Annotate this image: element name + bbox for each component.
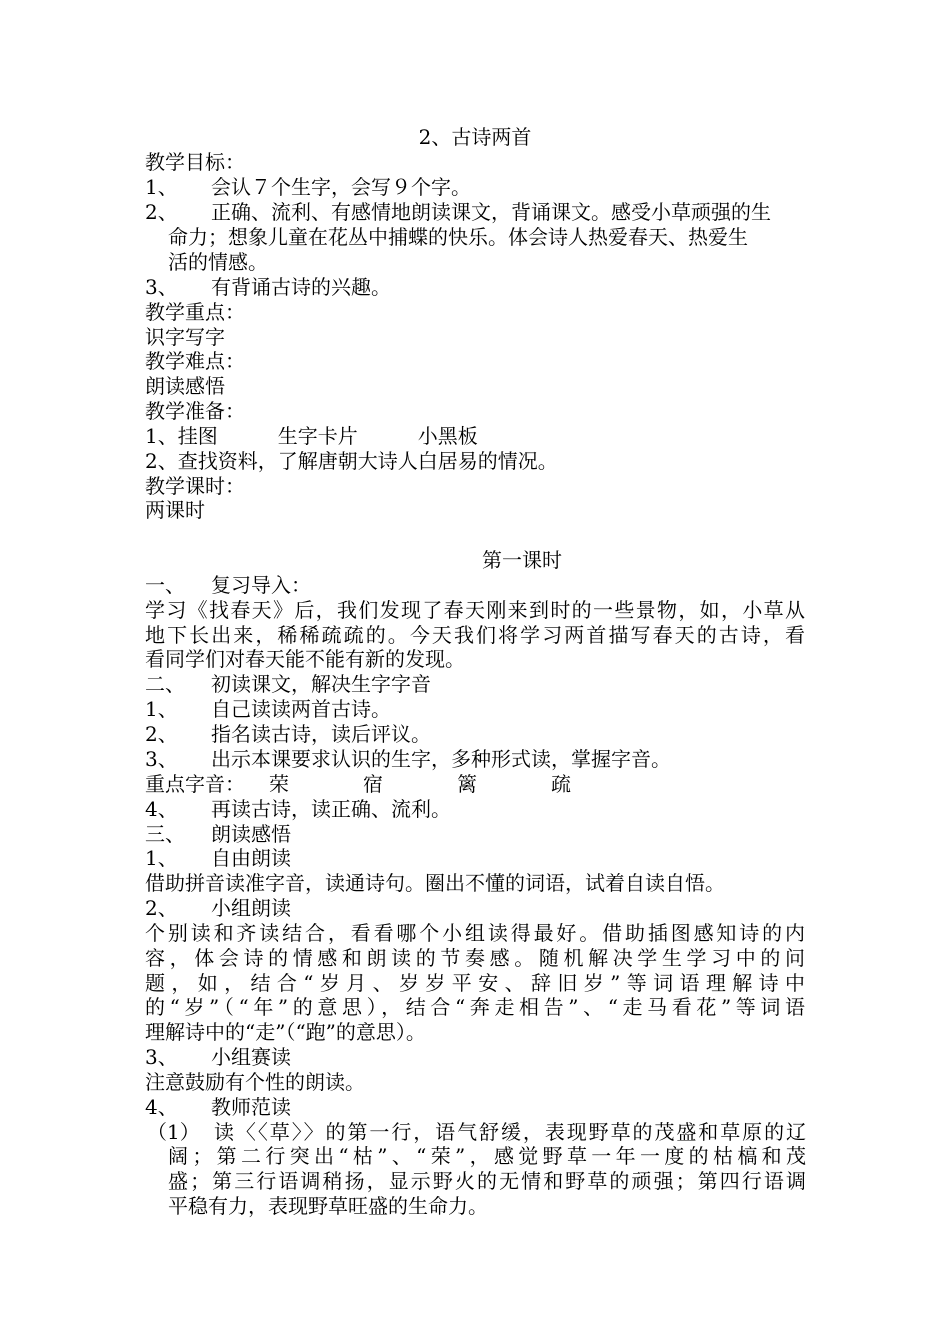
section-number: 三、: [145, 822, 185, 846]
item-text: 指名读古诗，读后评议。: [211, 722, 431, 746]
key-chars-line: [145, 772, 571, 797]
key-heading: 教学重点：: [145, 300, 245, 324]
goal-item: [145, 275, 391, 300]
goal-item: [145, 175, 471, 200]
section-number: 二、: [145, 672, 185, 696]
item-text: 会认７个生字，会写９个字。: [211, 175, 471, 199]
item-number: 1、: [145, 697, 178, 721]
paragraph-line: 理解诗中的“走”（“跑”的意思）。: [145, 1020, 426, 1044]
list-item: [145, 896, 291, 921]
paragraph-line: 看同学们对春天能不能有新的发现。: [145, 647, 465, 671]
item-number: 4、: [145, 797, 178, 821]
paragraph-line: 的“岁”（“年”的意思），结合“奔走相告”、“走马看花”等词语: [145, 995, 805, 1019]
section-heading: [145, 822, 291, 847]
item-number: 2、: [145, 200, 178, 224]
list-item: [145, 747, 671, 772]
prep-item: 小黑板: [417, 424, 478, 448]
section-title: 复习导入：: [211, 573, 311, 597]
paragraph-line: 借助拼音读准字音，读通诗句。圈出不懂的词语，试着自读自悟。: [145, 871, 725, 895]
paragraph-line: 题，如，结合“岁月、岁岁平安、辞旧岁”等词语理解诗中: [145, 971, 805, 995]
goal-item: [145, 200, 771, 225]
hours-heading: 教学课时：: [145, 474, 245, 498]
item-text: 出示本课要求认识的生字，多种形式读，掌握字音。: [211, 747, 671, 771]
list-item: [145, 1045, 291, 1070]
difficulty-text: 朗读感悟: [145, 374, 225, 398]
item-number: 1、: [145, 846, 178, 870]
item-continuation: 命力；想象儿童在花丛中捕蝶的快乐。体会诗人热爱春天、热爱生: [168, 225, 748, 249]
item-number: 3、: [145, 1045, 178, 1069]
item-text: 小组朗读: [211, 896, 291, 920]
list-item: [145, 697, 391, 722]
item-text: 有背诵古诗的兴趣。: [211, 275, 391, 299]
paragraph-line: 地下长出来，稀稀疏疏的。今天我们将学习两首描写春天的古诗，看: [145, 623, 805, 647]
prep-item: 1、挂图: [145, 424, 218, 448]
goal-heading: 教学目标：: [145, 150, 245, 174]
difficulty-heading: 教学难点：: [145, 349, 245, 373]
key-chars-label: 重点字音：: [145, 772, 245, 796]
sub-item-number: （1）: [147, 1120, 200, 1144]
section-number: 一、: [145, 573, 185, 597]
key-char: 疏: [551, 772, 571, 796]
document-title: 2、古诗两首: [418, 125, 532, 149]
sub-item-line: 读〈〈草〉〉的第一行，语气舒缓，表现野草的茂盛和草原的辽: [214, 1120, 806, 1144]
prep-heading: 教学准备：: [145, 399, 245, 423]
paragraph-line: 容，体会诗的情感和朗读的节奏感。随机解决学生学习中的问: [145, 946, 805, 970]
section-heading: [145, 672, 431, 697]
item-text: 自由朗读: [211, 846, 291, 870]
list-item: [145, 722, 431, 747]
item-number: 3、: [145, 275, 178, 299]
sub-item-line: 平稳有力，表现野草旺盛的生命力。: [168, 1194, 488, 1218]
sub-item-line: 盛；第三行语调稍扬，显示野火的无情和野草的顽强；第四行语调: [168, 1169, 806, 1193]
item-text: 再读古诗，读正确、流利。: [211, 797, 451, 821]
key-char: 篱: [457, 772, 477, 796]
key-text: 识字写字: [145, 325, 225, 349]
list-item: [145, 846, 291, 871]
item-number: 4、: [145, 1095, 178, 1119]
section-title: 朗读感悟: [211, 822, 291, 846]
paragraph-line: 学习《找春天》后，我们发现了春天刚来到时的一些景物，如，小草从: [145, 598, 805, 622]
key-char: 宿: [363, 772, 383, 796]
section-heading: [145, 573, 311, 598]
prep-line-1: [145, 424, 478, 449]
item-number: 3、: [145, 747, 178, 771]
hours-text: 两课时: [145, 498, 205, 522]
item-number: 1、: [145, 175, 178, 199]
item-number: 2、: [145, 896, 178, 920]
item-number: 2、: [145, 722, 178, 746]
prep-item: 生字卡片: [277, 424, 358, 448]
item-continuation: 活的情感。: [168, 250, 268, 274]
item-text: 自己读读两首古诗。: [211, 697, 391, 721]
item-text: 正确、流利、有感情地朗读课文，背诵课文。感受小草顽强的生: [211, 200, 771, 224]
paragraph-line: 注意鼓励有个性的朗读。: [145, 1070, 365, 1094]
lesson-title: 第一课时: [482, 548, 562, 572]
list-item: [145, 797, 451, 822]
sub-item-line: 阔；第二行突出“枯”、“荣”，感觉野草一年一度的枯槁和茂: [168, 1144, 806, 1168]
list-item: [145, 1095, 291, 1120]
item-text: 小组赛读: [211, 1045, 291, 1069]
section-title: 初读课文，解决生字字音: [211, 672, 431, 696]
prep-line-2: 2、查找资料，了解唐朝大诗人白居易的情况。: [145, 449, 558, 473]
item-text: 教师范读: [211, 1095, 291, 1119]
paragraph-line: 个别读和齐读结合，看看哪个小组读得最好。借助插图感知诗的内: [145, 921, 805, 945]
key-char: 荣: [269, 772, 289, 796]
